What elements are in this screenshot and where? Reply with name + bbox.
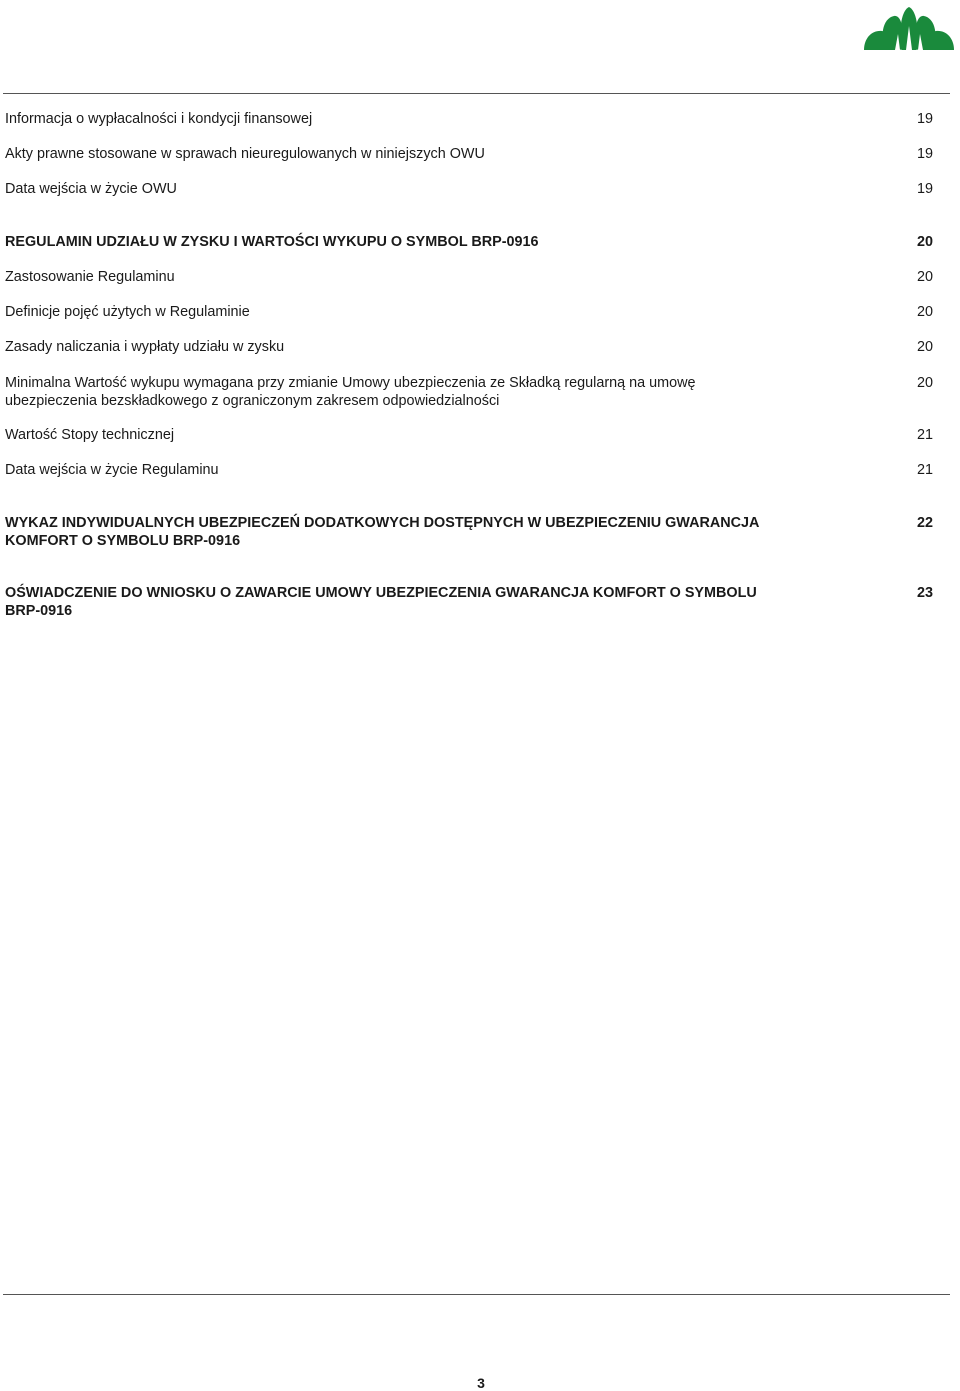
toc-entry-title: Informacja o wypłacalności i kondycji finansowej xyxy=(5,111,313,127)
toc-entry-page: 23 xyxy=(916,585,933,601)
toc-entry[interactable] xyxy=(5,374,933,410)
toc-section-heading[interactable] xyxy=(5,514,933,550)
toc-entry[interactable] xyxy=(5,268,933,286)
toc-section-heading[interactable] xyxy=(5,233,933,251)
toc-entry-title: Zastosowanie Regulaminu xyxy=(5,269,175,285)
toc-entry[interactable] xyxy=(5,145,933,163)
toc-entry-title: Wartość Stopy technicznej xyxy=(5,427,175,443)
toc-entry-page: 20 xyxy=(916,375,933,391)
toc-entry-page: 20 xyxy=(916,304,933,320)
footer-divider xyxy=(3,1294,950,1295)
toc-entry[interactable] xyxy=(5,461,933,479)
toc-entry-page: 21 xyxy=(916,427,933,443)
toc-entry-page: 20 xyxy=(916,234,933,250)
page-number: 3 xyxy=(477,1375,485,1391)
toc-entry[interactable] xyxy=(5,426,933,444)
header-divider xyxy=(3,93,950,94)
toc-entry[interactable] xyxy=(5,110,933,128)
toc-entry-title: Zasady naliczania i wypłaty udziału w zysku xyxy=(5,339,285,355)
company-logo-icon xyxy=(862,4,956,56)
toc-entry[interactable] xyxy=(5,338,933,356)
toc-entry-title: Minimalna Wartość wykupu wymagana przy zmianie Umowy ubezpieczenia ze Składką regularną na umowę ubezpieczenia bezskładkowego z ograniczonym zakresem odpowiedzialności xyxy=(5,375,696,409)
toc-entry-page: 19 xyxy=(916,111,933,127)
toc-entry-page: 20 xyxy=(916,339,933,355)
toc-entry-title: Akty prawne stosowane w sprawach nieuregulowanych w niniejszych OWU xyxy=(5,146,485,162)
toc-entry-page: 20 xyxy=(916,269,933,285)
toc-entry-page: 19 xyxy=(916,181,933,197)
toc-entry[interactable] xyxy=(5,180,933,198)
toc-section-heading[interactable] xyxy=(5,584,933,620)
toc-entry-page: 21 xyxy=(916,462,933,478)
toc-entry-title: Definicje pojęć użytych w Regulaminie xyxy=(5,304,250,320)
toc-entry-title: REGULAMIN UDZIAŁU W ZYSKU I WARTOŚCI WYKUPU O SYMBOL BRP-0916 xyxy=(5,234,539,250)
toc-entry-title: Data wejścia w życie OWU xyxy=(5,181,177,197)
toc-entry-title: Data wejścia w życie Regulaminu xyxy=(5,462,219,478)
toc-entry[interactable] xyxy=(5,303,933,321)
toc-entry-page: 19 xyxy=(916,146,933,162)
toc-entry-title: WYKAZ INDYWIDUALNYCH UBEZPIECZEŃ DODATKOWYCH DOSTĘPNYCH W UBEZPIECZENIU GWARANCJA KOMFORT O SYMBOLU BRP-0916 xyxy=(5,515,759,549)
toc-entry-title: OŚWIADCZENIE DO WNIOSKU O ZAWARCIE UMOWY UBEZPIECZENIA GWARANCJA KOMFORT O SYMBOLU BRP-0916 xyxy=(5,585,757,619)
toc-entry-page: 22 xyxy=(916,515,933,531)
